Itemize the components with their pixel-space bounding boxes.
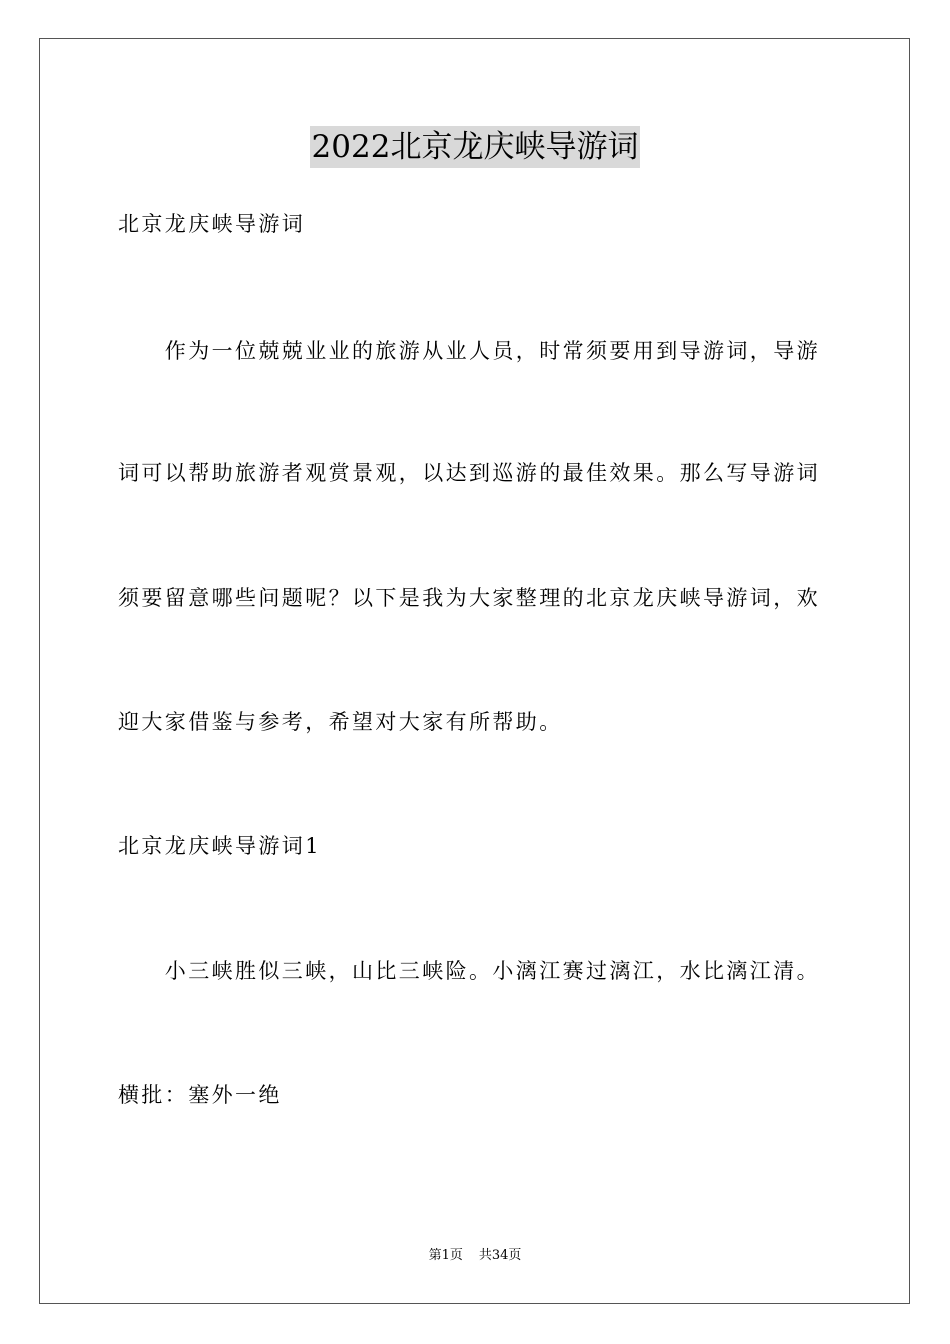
paragraph-line: 作为一位兢兢业业的旅游从业人员，时常须要用到导游词，导游 <box>118 339 820 363</box>
section-heading: 北京龙庆峡导游词1 <box>118 834 321 858</box>
paragraph-line: 须要留意哪些问题呢？以下是我为大家整理的北京龙庆峡导游词，欢 <box>118 586 820 610</box>
document-title: 2022北京龙庆峡导游词 <box>310 126 641 168</box>
page-footer <box>0 1247 950 1265</box>
paragraph-line: 小三峡胜似三峡，山比三峡险。小漓江赛过漓江，水比漓江清。 <box>118 959 820 983</box>
page-number: 第1页 <box>428 1248 463 1263</box>
paragraph-line: 词可以帮助旅游者观赏景观，以达到巡游的最佳效果。那么写导游词 <box>118 461 820 485</box>
title-container <box>0 126 950 168</box>
page-total: 共34页 <box>478 1248 522 1263</box>
paragraph-line: 横批：塞外一绝 <box>118 1083 282 1107</box>
subtitle-line: 北京龙庆峡导游词 <box>118 212 306 236</box>
paragraph-line: 迎大家借鉴与参考，希望对大家有所帮助。 <box>118 710 563 734</box>
